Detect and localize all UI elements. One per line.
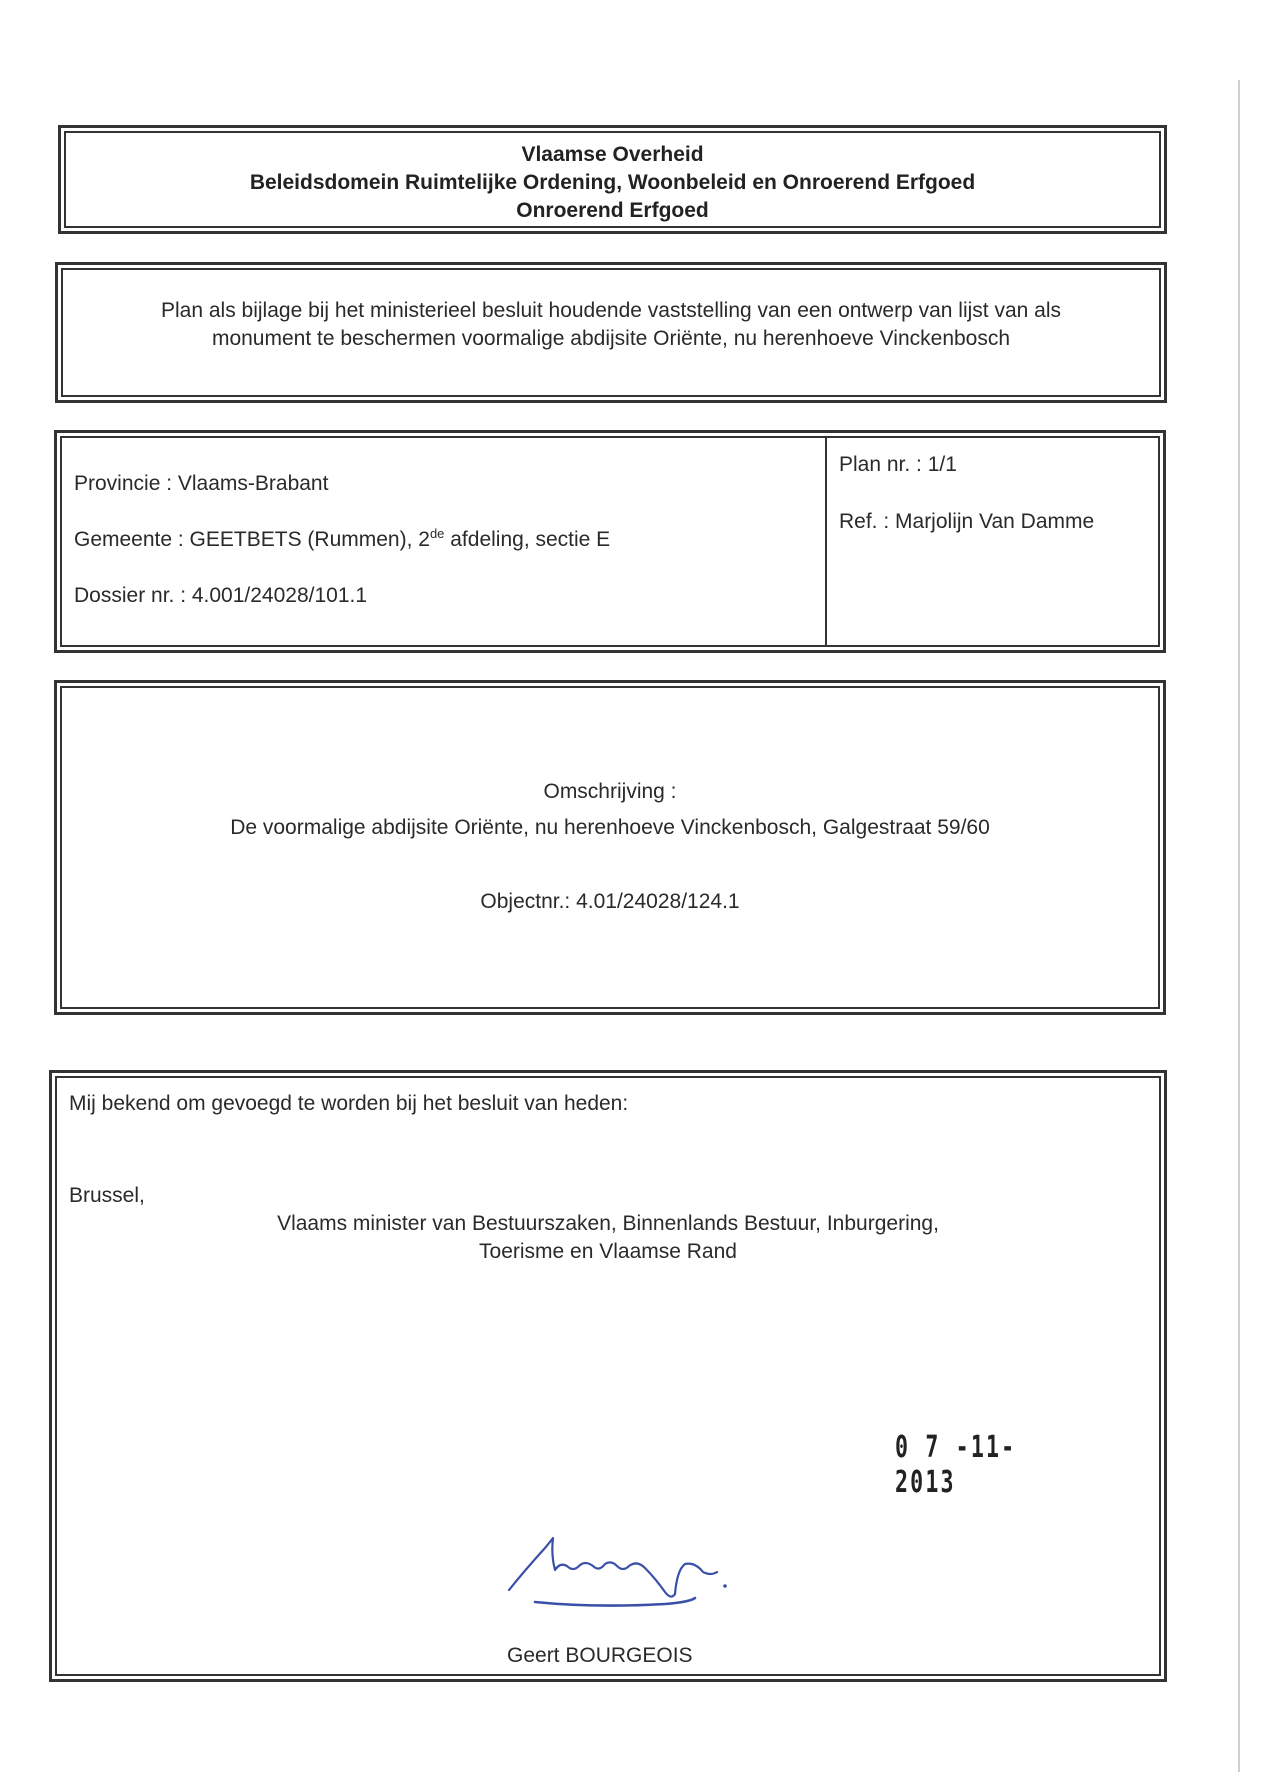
dossier-field: Dossier nr. : 4.001/24028/101.1 (74, 584, 368, 607)
gemeente-prefix: Gemeente : GEETBETS (Rummen), 2 (74, 528, 430, 551)
description-box (54, 680, 1166, 1015)
description-label: Omschrijving : (543, 780, 677, 803)
metadata-box (54, 430, 1166, 653)
header-line-agency: Onroerend Erfgoed (516, 199, 709, 222)
minister-title-line-2: Toerisme en Vlaamse Rand (479, 1240, 737, 1263)
object-number: Objectnr.: 4.01/24028/124.1 (480, 890, 740, 913)
place-label: Brussel, (69, 1184, 145, 1207)
handwritten-signature-icon (505, 1520, 845, 1620)
plan-number-field: Plan nr. : 1/1 (839, 453, 957, 476)
signatory-name: Geert BOURGEOIS (507, 1644, 693, 1667)
page-edge-line (1238, 80, 1240, 1772)
plan-title-line-2: monument te beschermen voormalige abdijsite Oriënte, nu herenhoeve Vinckenbosch (211, 327, 1011, 350)
plan-title-box (55, 262, 1167, 403)
plan-title (83, 297, 1139, 353)
signature-box (49, 1070, 1167, 1682)
plan-title-line-1: Plan als bijlage bij het ministerieel besluit houdende vaststelling van een ontwerp van lijst van als (160, 299, 1062, 322)
header-text (66, 141, 1159, 225)
gemeente-suffix: afdeling, sectie E (444, 528, 611, 551)
minister-title-line-1: Vlaams minister van Bestuurszaken, Binnenlands Bestuur, Inburgering, (277, 1212, 939, 1235)
provincie-field: Provincie : Vlaams-Brabant (74, 472, 329, 495)
gemeente-field (74, 528, 610, 552)
date-stamp: 0 7 -11- 2013 (895, 1430, 1017, 1500)
approval-statement: Mij bekend om gevoegd te worden bij het besluit van heden: (69, 1092, 629, 1115)
header-box (58, 125, 1167, 234)
header-line-domain: Beleidsdomein Ruimtelijke Ordening, Woonbeleid en Onroerend Erfgoed (249, 171, 976, 194)
reference-field: Ref. : Marjolijn Van Damme (839, 510, 1095, 533)
gemeente-superscript: de (429, 526, 445, 541)
location-details (62, 438, 827, 645)
header-line-government: Vlaamse Overheid (521, 143, 704, 166)
description-text: De voormalige abdijsite Oriënte, nu herenhoeve Vinckenbosch, Galgestraat 59/60 (230, 816, 990, 839)
plan-reference-details (827, 438, 1158, 645)
